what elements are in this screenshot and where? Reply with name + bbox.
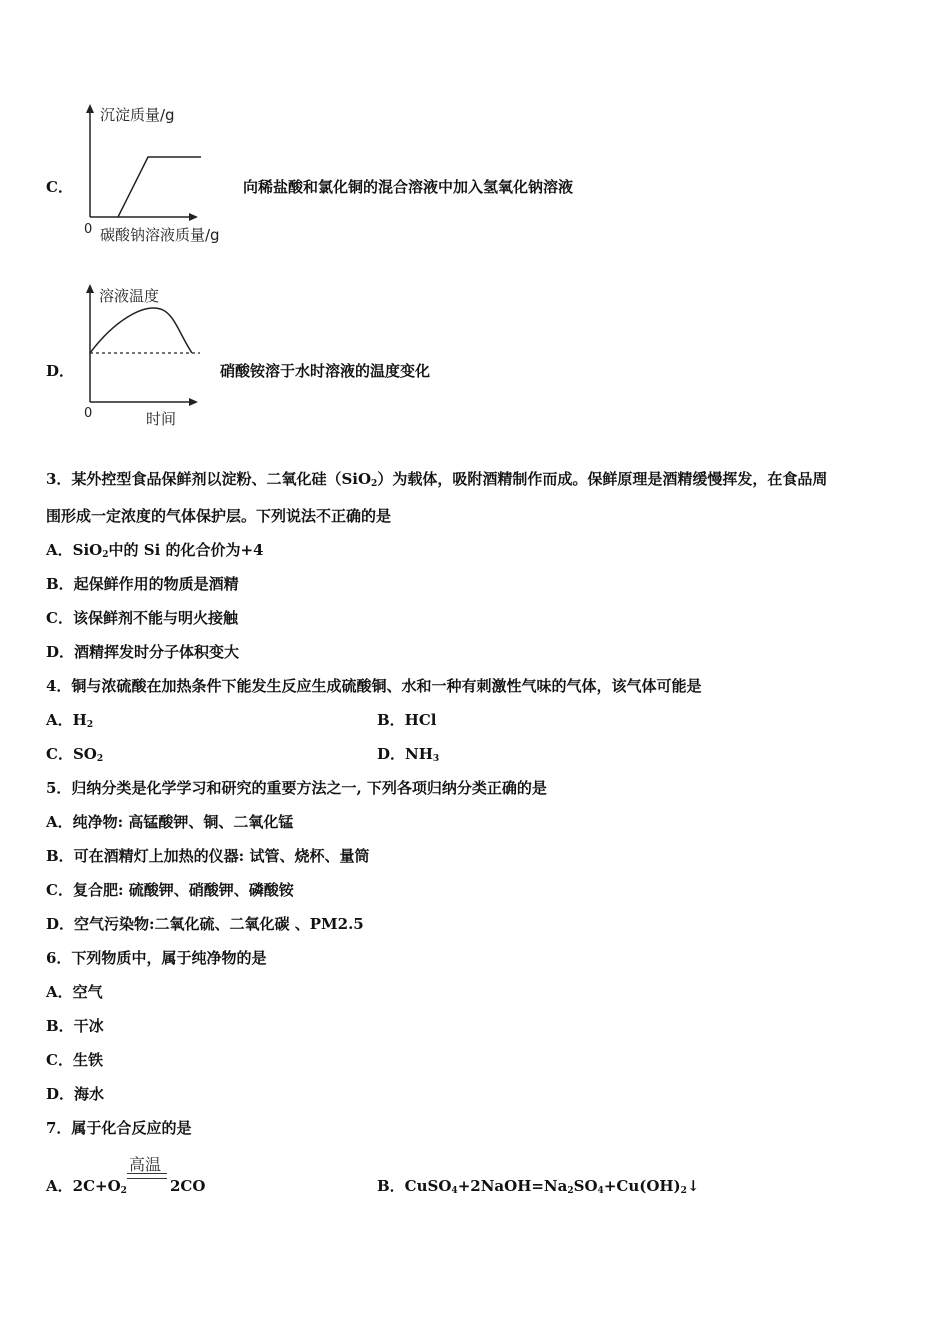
q6-option-a: A．空气 xyxy=(46,983,103,1001)
q5-stem: 5．归纳分类是化学学习和研究的重要方法之一, 下列各项归纳分类正确的是 xyxy=(46,779,547,797)
d-x-arrow xyxy=(189,398,198,406)
q3-option-d: D．酒精挥发时分子体积变大 xyxy=(46,643,240,661)
q6-option-c: C．生铁 xyxy=(46,1051,103,1069)
q7-stem: 7．属于化合反应的是 xyxy=(46,1119,192,1137)
c-y-arrow xyxy=(86,104,94,113)
q4-stem: 4．铜与浓硫酸在加热条件下能发生反应生成硫酸铜、水和一种有刺激性气味的气体，该气体可能是 xyxy=(46,677,702,695)
option-c-caption: 向稀盐酸和氯化铜的混合溶液中加入氢氧化钠溶液 xyxy=(243,178,574,196)
q3-stem-line2: 围形成一定浓度的气体保护层。下列说法不正确的是 xyxy=(46,507,392,525)
option-d-caption: 硝酸铵溶于水时溶液的温度变化 xyxy=(220,362,431,380)
q3-option-a: A．SiO$_2$中的 Si 的化合价为+4 xyxy=(46,541,264,560)
q4-option-d: D．$NH_3$ xyxy=(377,745,440,764)
q5-option-a: A．纯净物: 高锰酸钾、铜、二氧化锰 xyxy=(46,813,294,831)
q6-stem: 6．下列物质中，属于纯净物的是 xyxy=(46,949,267,967)
q7-option-a-product: 2CO xyxy=(170,1177,206,1195)
d-y-arrow xyxy=(86,284,94,293)
d-curve xyxy=(90,308,192,353)
q3-option-c: C．该保鲜剂不能与明火接触 xyxy=(46,609,238,627)
c-y-label: 沉淀质量/g xyxy=(100,106,175,124)
q6-option-d: D．海水 xyxy=(46,1085,105,1103)
q5-option-c: C．复合肥: 硫酸钾、硝酸钾、磷酸铵 xyxy=(46,881,294,899)
q7-equals-sign xyxy=(127,1173,167,1179)
q6-option-b: B．干冰 xyxy=(46,1017,104,1035)
q3-stem-line1: 3．某外控型食品保鲜剂以淀粉、二氧化硅（SiO$_2$）为载体，吸附酒精制作而成。保鲜原理是酒精缓慢挥发，在食品周 xyxy=(46,470,828,489)
q7-option-b: B．$CuSO_4+2NaOH=Na_2SO_4+Cu(OH)_2↓$ xyxy=(377,1177,700,1196)
q3-option-b: B．起保鲜作用的物质是酒精 xyxy=(46,575,239,593)
q7-reaction-condition: 高温 xyxy=(129,1155,162,1174)
q4-option-a: A．$H_2$ xyxy=(46,711,94,730)
d-origin: 0 xyxy=(84,406,93,421)
q4-option-b: B．HCl xyxy=(377,711,437,729)
q5-option-d: D．空气污染物:二氧化硫、二氧化碳 、PM2.5 xyxy=(46,915,364,933)
q4-option-c: C．$SO_2$ xyxy=(46,745,104,764)
q7-option-a: A．$2C+O_2$ xyxy=(46,1177,127,1196)
c-x-arrow xyxy=(189,213,198,221)
c-x-label: 碳酸钠溶液质量/g xyxy=(100,226,220,244)
option-d-letter: D． xyxy=(46,362,75,380)
q5-option-b: B．可在酒精灯上加热的仪器: 试管、烧杯、量筒 xyxy=(46,847,370,865)
c-origin: 0 xyxy=(84,222,93,237)
d-y-label: 溶液温度 xyxy=(99,287,160,305)
c-curve xyxy=(118,157,201,217)
option-c-letter: C． xyxy=(46,178,73,196)
d-x-label: 时间 xyxy=(146,410,177,428)
